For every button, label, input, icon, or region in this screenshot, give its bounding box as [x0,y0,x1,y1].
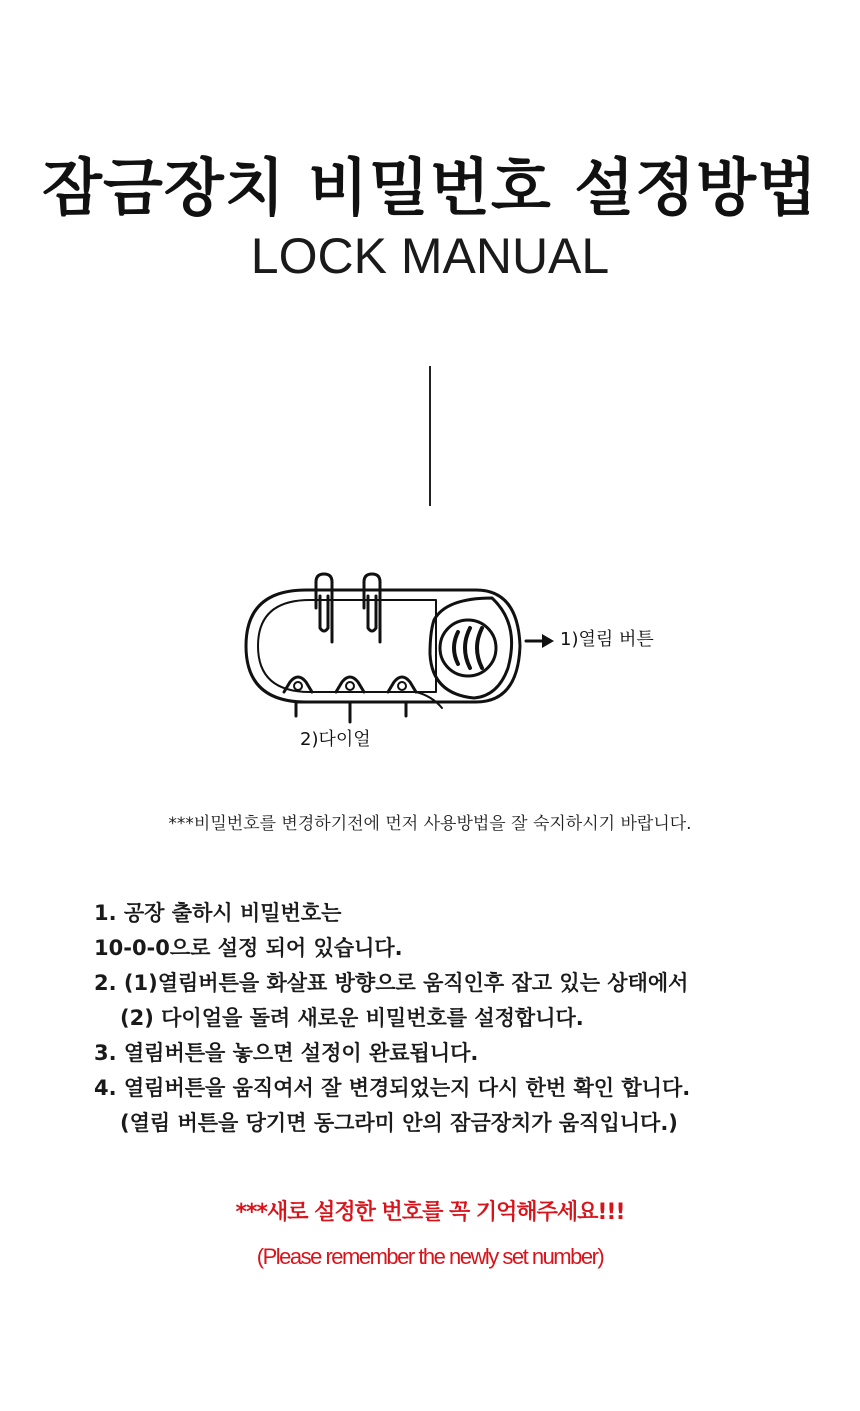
step-line: (2) 다이얼을 돌려 새로운 비밀번호를 설정합니다. [120,1006,584,1030]
shackle-right [364,574,380,642]
vertical-divider [429,366,431,506]
label-open-button: 1)열림 버튼 [560,629,654,650]
lock-diagram [236,568,566,728]
dial-bar [296,702,406,722]
step-line: 2. (1)열림버튼을 화살표 방향으로 움직인후 잡고 있는 상태에서 [94,971,689,995]
step-line: 4. 열림버튼을 움직여서 잘 변경되었는지 다시 한번 확인 합니다. [94,1076,691,1100]
open-button-housing [430,598,512,698]
warning-english: (Please remember the newly set number) [256,1244,604,1269]
step-line: 1. 공장 출하시 비밀번호는 [94,901,342,925]
arrow-head [542,634,554,648]
page-subtitle: LOCK MANUAL [250,228,610,284]
step-line: 10-0-0으로 설정 되어 있습니다. [94,936,403,960]
label-dial: 2)다이얼 [300,729,371,750]
instruction-list [94,896,814,1141]
page-title: 잠금장치 비밀번호 설정방법 [42,151,818,224]
warning-korean: ***새로 설정한 번호를 꼭 기억해주세요!!! [235,1200,625,1225]
caution-note: ***비밀번호를 변경하기전에 먼저 사용방법을 잘 숙지하시기 바랍니다. [168,814,692,834]
step-line: (열림 버튼을 당기면 동그라미 안의 잠금장치가 움직입니다.) [120,1111,678,1135]
shackle-left [316,574,332,642]
step-line: 3. 열림버튼을 놓으면 설정이 완료됩니다. [94,1041,479,1065]
